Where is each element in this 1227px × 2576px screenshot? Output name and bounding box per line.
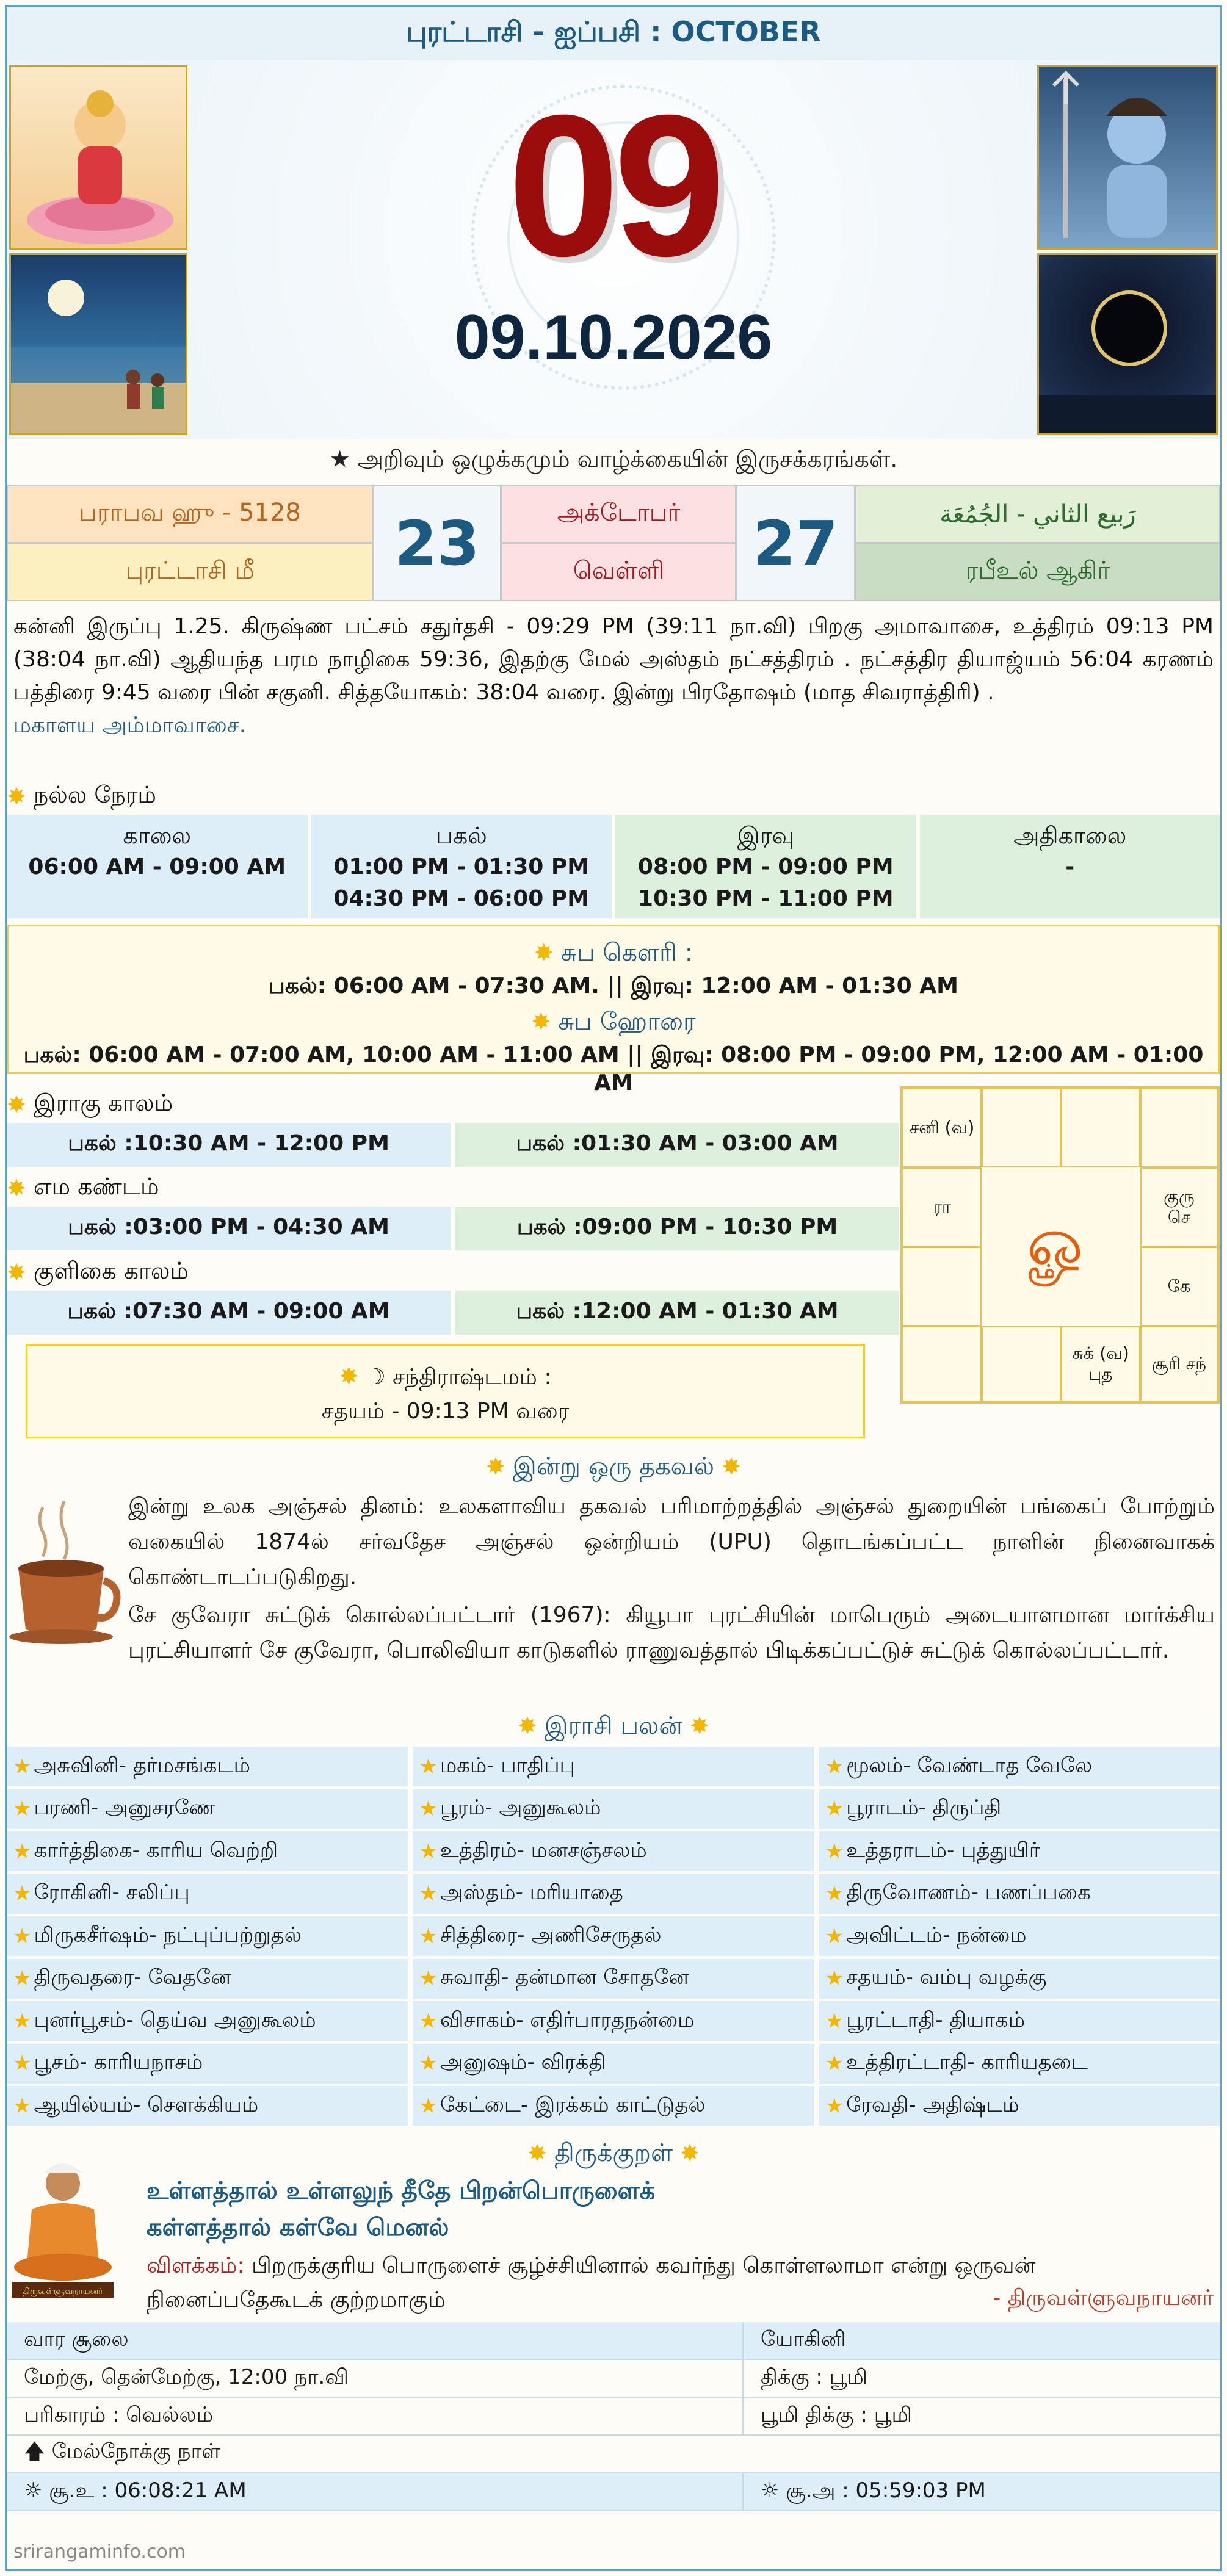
rasi-palan-text: அவிட்டம்- நன்மை xyxy=(846,1922,1027,1947)
star-icon: ✸ xyxy=(7,783,26,810)
star-icon: ★ xyxy=(13,1797,32,1822)
english-month-cell: அக்டோபர் xyxy=(501,485,736,543)
direction-day: 🡅 மேல்நோக்கு நாள் xyxy=(24,2439,221,2464)
rasi-palan-text: மிருகசீர்ஷம்- நட்புப்பற்றுதல் xyxy=(34,1922,302,1947)
nn-value: 01:00 PM - 01:30 PM xyxy=(333,854,590,879)
star-icon: ★ xyxy=(13,2093,32,2118)
hijri-month-tamil-cell: ரபீஉல் ஆகிர் xyxy=(855,543,1220,601)
star-icon: ✸ xyxy=(486,1453,505,1480)
star-icon: ✸ xyxy=(531,1008,551,1035)
nn-head: பகல் xyxy=(435,822,487,849)
tamil-year-cell: பராபவ ஹு - 5128 xyxy=(7,485,373,543)
rasi-palan-text: கார்த்திகை- காரிய வெற்றி xyxy=(34,1838,278,1863)
rasi-palan-text: உத்திரட்டாதி- காரியதடை xyxy=(846,2050,1088,2075)
rasi-palan-text: சுவாதி- தன்மான சோதனே xyxy=(440,1965,689,1990)
star-icon: ★ xyxy=(825,1924,844,1949)
vilakkam-text: பிறருக்குரிய பொருளைச் சூழ்ச்சியினால் கவர்ந்து கொள்ளலாமா என்று ஒருவன் நினைப்பதேகூடக் குற்றமாகும் xyxy=(147,2253,1036,2312)
kural-line-1: உள்ளத்தால் உள்ளலுந் தீதே பிறன்பொருளைக் xyxy=(147,2177,656,2205)
star-icon: ★ xyxy=(825,1839,844,1864)
star-icon: ★ xyxy=(419,2093,438,2118)
page-frame xyxy=(5,5,1222,2571)
thagaval-title: ✸ இன்று ஒரு தகவல் ✸ xyxy=(486,1452,741,1481)
rasi-palan-text: புனர்பூசம்- தெய்வ அனுகூலம் xyxy=(34,2007,316,2032)
boomi-value: பூமி திக்கு : பூமி xyxy=(742,2398,1220,2434)
rasi-palan-text: திருவதரை- வேதனே xyxy=(34,1965,231,1990)
rasi-palan-title: ✸ இராசி பலன் ✸ xyxy=(518,1712,709,1740)
rasi-cell-1: சனி (வ) xyxy=(902,1088,982,1167)
rahu-night: பகல் :01:30 AM - 03:00 AM xyxy=(455,1123,899,1167)
nn-value: 08:00 PM - 09:00 PM xyxy=(637,854,894,879)
vilakkam-label: விளக்கம்: xyxy=(147,2253,245,2278)
nn-value: 06:00 AM - 09:00 AM xyxy=(28,854,286,879)
hijri-date-cell: 27 xyxy=(736,485,855,601)
rahu-label: ✸ இராகு காலம் xyxy=(7,1089,173,1118)
kural-title: ✸ திருக்குறள் ✸ xyxy=(527,2139,700,2167)
nn-value: 04:30 PM - 06:00 PM xyxy=(333,886,590,911)
rasi-palan-text: அனுஷம்- விரக்தி xyxy=(440,2050,606,2075)
site-footer[interactable]: srirangaminfo.com xyxy=(13,2541,186,2563)
rahu-day: பகல் :10:30 AM - 12:00 PM xyxy=(7,1123,451,1167)
rasi-palan-text: ஆயில்யம்- சௌக்கியம் xyxy=(34,2092,259,2117)
star-icon: ★ xyxy=(419,1754,438,1779)
kural-line-2: கள்ளத்தால் கள்வே மெனல் xyxy=(147,2213,449,2242)
rasi-cell-8: கே xyxy=(1140,1247,1218,1326)
star-icon: ★ xyxy=(13,1966,32,1991)
hora-title: ✸ சுப ஹோரை xyxy=(531,1008,696,1036)
rasi-palan-text: ரேவதி- அதிஷ்டம் xyxy=(846,2092,1019,2117)
gowri-value: பகல்: 06:00 AM - 07:30 AM. || இரவு: 12:00 AM - 01:30 AM xyxy=(269,973,958,998)
ema-night: பகல் :09:00 PM - 10:30 PM xyxy=(455,1207,899,1250)
rasi-palan-text: அஸ்தம்- மரியாதை xyxy=(440,1880,623,1905)
star-icon: ✸ xyxy=(7,1175,26,1202)
star-icon: ★ xyxy=(825,2008,844,2033)
month-title: புரட்டாசி - ஐப்பசி : OCTOBER xyxy=(406,15,821,48)
nn-head: அதிகாலை xyxy=(1013,822,1127,849)
full-date: 09.10.2026 xyxy=(454,302,773,373)
rasi-palan-text: பரணி- அனுசரணே xyxy=(34,1795,216,1820)
nn-head: காலை xyxy=(123,822,192,849)
star-icon: ✸ xyxy=(722,1453,741,1480)
star-icon: ★ xyxy=(419,1966,438,1991)
star-icon: ★ xyxy=(419,1797,438,1822)
kuligai-day: பகல் :07:30 AM - 09:00 AM xyxy=(7,1291,451,1335)
weekday-cell: வெள்ளி xyxy=(501,543,736,601)
soolai-value: மேற்கு, தென்மேற்கு, 12:00 நா.வி xyxy=(24,2365,349,2389)
star-icon: ✸ xyxy=(339,1363,359,1390)
rasi-palan-text: திருவோணம்- பணப்பகை xyxy=(846,1880,1091,1905)
om-icon: ௐ xyxy=(1027,1202,1094,1281)
kural-author: - திருவள்ளுவநாயனர் xyxy=(993,2286,1214,2311)
rasi-palan-text: பூசம்- காரியநாசம் xyxy=(34,2050,203,2075)
day-number: 09 xyxy=(507,73,720,298)
tamil-month-cell: புரட்டாசி மீ xyxy=(7,543,373,601)
rasi-palan-text: பூராடம்- திருப்தி xyxy=(846,1795,1002,1820)
star-icon: ★ xyxy=(13,1754,32,1779)
rasi-palan-text: உத்தராடம்- புத்துயிர் xyxy=(846,1838,1040,1863)
star-icon: ★ xyxy=(13,1924,32,1949)
rasi-palan-text: சதயம்- வம்பு வழக்கு xyxy=(846,1965,1047,1990)
rasi-cell-11: சுக் (வ) புத xyxy=(1061,1326,1140,1402)
rasi-palan-text: மகம்- பாதிப்பு xyxy=(440,1753,575,1778)
rasi-cell-5: ரா xyxy=(902,1167,982,1247)
rasi-palan-text: பூரம்- அனுகூலம் xyxy=(440,1795,601,1820)
star-icon: ✸ xyxy=(527,2140,547,2167)
chandrashtamam-value: சதயம் - 09:13 PM வரை xyxy=(321,1399,570,1424)
star-icon: ✸ xyxy=(680,2140,700,2167)
star-icon: ★ xyxy=(825,2093,844,2118)
parigaram-value: பரிகாரம் : வெல்லம் xyxy=(24,2403,214,2427)
star-icon: ★ xyxy=(419,2008,438,2033)
nn-value: 10:30 PM - 11:00 PM xyxy=(637,886,894,911)
thagaval-para: சே குவேரா சுட்டுக் கொல்லப்பட்டார் (1967): கியூபா புரட்சியின் மாபெரும் அடையாளமான மார்க்சிய புரட்சியாளர் சே குவேரா, பொலிவியா காடுகளில் ராணுவத்தால் பிடிக்கப்பட்டுச் சுட்டுக் கொல்லப்பட்டார். xyxy=(128,1603,1215,1663)
star-icon: ★ xyxy=(419,2051,438,2076)
star-icon: ✸ xyxy=(7,1259,26,1286)
star-icon: ★ xyxy=(419,1881,438,1907)
rasi-palan-text: கேட்டை- இரக்கம் காட்டுதல் xyxy=(440,2092,706,2117)
ema-label: ✸ எம கண்டம் xyxy=(7,1173,159,1202)
nn-value: - xyxy=(1065,854,1075,879)
rasi-palan-text: மூலம்- வேண்டாத வேலே xyxy=(846,1753,1093,1778)
star-icon: ★ xyxy=(419,1924,438,1949)
panchang-highlight: மகாளய அம்மாவாசை. xyxy=(13,713,247,738)
star-icon: ✸ xyxy=(534,939,554,966)
star-icon: ✸ xyxy=(518,1712,537,1739)
kuligai-label: ✸ குளிகை காலம் xyxy=(7,1257,189,1286)
sunrise-value: ☼ சூ.உ : 06:08:21 AM xyxy=(24,2478,247,2503)
rasi-palan-text: சித்திரை- அணிசேருதல் xyxy=(440,1922,662,1947)
star-icon: ★ xyxy=(825,1797,844,1822)
hora-value: பகல்: 06:00 AM - 07:00 AM, 10:00 AM - 11:00 AM || இரவு: 08:00 PM - 09:00 PM, 12:00 AM - 01:00 AM xyxy=(23,1042,1204,1095)
star-icon: ★ xyxy=(419,1839,438,1864)
saint-caption: திருவள்ளுவநாயனர் xyxy=(23,2287,103,2296)
chandrashtamam-title: ✸ ☽ சந்திராஷ்டமம் : xyxy=(339,1363,552,1390)
tamil-date-cell: 23 xyxy=(373,485,501,601)
rasi-cell-6: குரு செ xyxy=(1140,1167,1218,1247)
star-icon: ★ xyxy=(13,2051,32,2076)
rasi-palan-text: ரோகினி- சலிப்பு xyxy=(34,1880,190,1905)
star-icon: ★ xyxy=(825,1966,844,1991)
star-icon: ★ xyxy=(13,2008,32,2033)
gowri-title: ✸ சுப கௌரி : xyxy=(534,939,693,967)
star-icon: ★ xyxy=(13,1881,32,1907)
nalla-neram-title: நல்ல நேரம் xyxy=(33,781,156,808)
rasi-palan-text: விசாகம்- எதிர்பாரதநன்மை xyxy=(440,2007,695,2032)
yogini-value: திக்கு : பூமி xyxy=(742,2360,1220,2397)
rasi-palan-text: உத்திரம்- மனசஞ்சலம் xyxy=(440,1838,647,1863)
sunset-value: ☼ சூ.அ : 05:59:03 PM xyxy=(742,2473,1220,2510)
nn-head: இரவு xyxy=(737,822,794,849)
ema-day: பகல் :03:00 PM - 04:30 AM xyxy=(7,1207,451,1250)
rasi-palan-text: அசுவினி- தர்மசங்கடம் xyxy=(34,1753,250,1778)
hijri-month-arabic-cell: رَبيع الثاني - الجُمُعَة xyxy=(855,485,1220,543)
thagaval-para: இன்று உலக அஞ்சல் தினம்: உலகளாவிய தகவல் பரிமாற்றத்தில் அஞ்சல் துறையின் பங்கைப் போற்றும் வகையில் 1874ல் சர்வதேச அஞ்சல் ஒன்றியம் (UPU) தொடங்கப்பட்ட நாளின் நினைவாகக் கொண்டாடப்படுகிறது. xyxy=(128,1494,1215,1590)
star-icon: ★ xyxy=(825,1754,844,1779)
panchang-text: கன்னி இருப்பு 1.25. கிருஷ்ண பட்சம் சதுர்தசி - 09:29 PM (39:11 நா.வி) பிறகு அமாவாசை, உத்திரம் 09:13 PM (38:04 நா.வி) ஆதியந்த பரம நாழிகை 59:36, இதற்கு மேல் அஸ்தம் நட்சத்திரம் . நட்சத்திர தியாஜ்யம் 56:04 கரணம் பத்திரை 9:45 வரை பின் சகுனி. சித்தயோகம்: 38:04 வரை. இன்று பிரதோஷம் (மாத சிவராத்திரி) . xyxy=(13,614,1214,705)
yogini-head: யோகினி xyxy=(742,2322,1220,2359)
quote-text: ★ அறிவும் ஒழுக்கமும் வாழ்க்கையின் இருசக்கரங்கள். xyxy=(329,446,898,472)
star-icon: ★ xyxy=(825,2051,844,2076)
star-icon: ★ xyxy=(13,1839,32,1864)
star-icon: ✸ xyxy=(7,1091,26,1118)
star-icon: ✸ xyxy=(690,1712,709,1739)
rasi-cell-12: சூரி சந் xyxy=(1140,1326,1218,1402)
vara-soolai-head: வார சூலை xyxy=(24,2327,129,2351)
rasi-palan-text: பூரட்டாதி- தியாகம் xyxy=(846,2007,1026,2032)
star-icon: ★ xyxy=(825,1881,844,1907)
kuligai-night: பகல் :12:00 AM - 01:30 AM xyxy=(455,1291,899,1335)
